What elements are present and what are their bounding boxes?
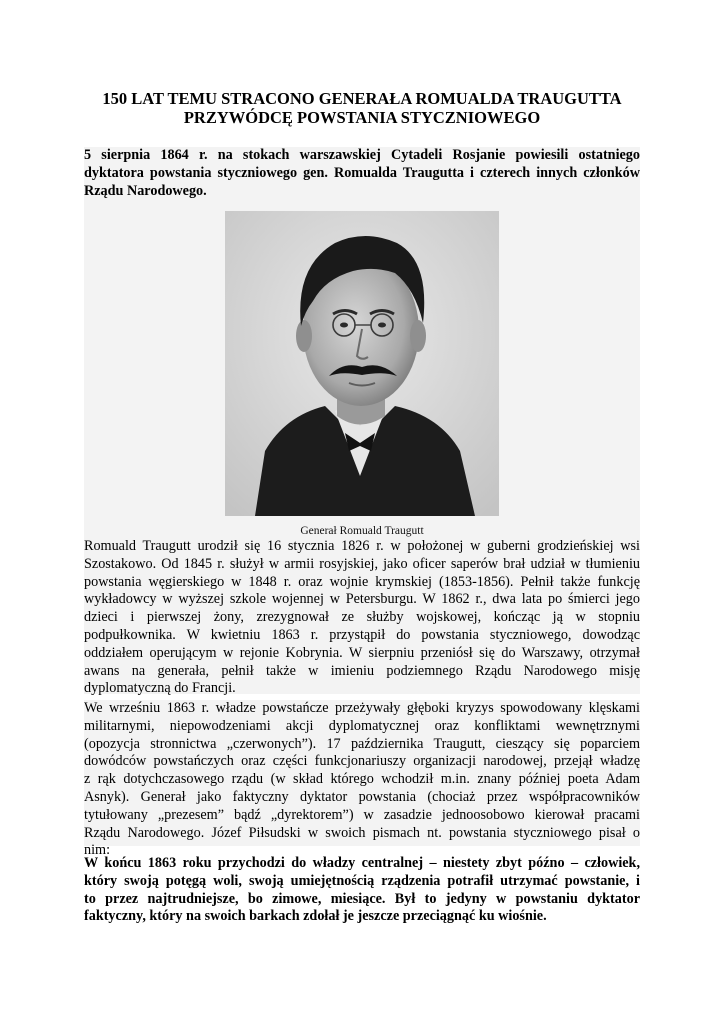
- biography-paragraph: [84, 538, 640, 697]
- paragraph-line: militarnymi, niepowodzeniami akcji dyplomatycznej oraz konfliktami wewnętrznymi: [84, 717, 640, 734]
- title-line-1: 150 LAT TEMU STRACONO GENERAŁA ROMUALDA TRAUGUTTA: [102, 89, 622, 108]
- portrait-illustration: [225, 211, 499, 516]
- paragraph-line: Rządu Narodowego. Józef Piłsudski w swoich pismach nt. powstania styczniowego pisał o: [84, 824, 640, 841]
- paragraph-line: tytułowany „prezesem” bądź „dyrektorem”) w zasadzie jednoosobowo kierował pracami: [84, 806, 640, 823]
- paragraph-line: z rąk dotychczasowego rządu (w skład którego wchodził m.in. znany później poeta Adam: [84, 771, 640, 788]
- paragraph-line: We wrześniu 1863 r. władze powstańcze przeżywały głęboki kryzys spowodowany klęskami: [84, 700, 640, 716]
- paragraph-line: dowódców powstańczych oraz części funkcjonariuszy organizacji narodowej, przejął władzę: [84, 753, 640, 770]
- paragraph-line: Romuald Traugutt urodził się 16 stycznia 1826 r. w położonej w guberni grodzieńskiej wsi: [84, 538, 640, 554]
- paragraph-line: Asnyk). Generał jako faktyczny dyktator powstania (chociaż przez współpracowników: [84, 788, 640, 805]
- quote-line: który swoją potęgą woli, swoją umiejętnością rządzenia potrafił utrzymać powstanie, i: [84, 872, 640, 889]
- pilsudski-quote: [84, 855, 640, 925]
- paragraph-line: powstania węgierskiego w 1848 r. oraz wojnie krymskiej (1853-1856). Pełnił także funkcję: [84, 573, 640, 590]
- paragraph-line: (opozycja stronnictwa „czerwonych”). 17 października Traugutt, cieszący się poparciem: [84, 735, 640, 752]
- quote-line: W końcu 1863 roku przychodzi do władzy centralnej – niestety zbyt późno – człowiek,: [84, 855, 640, 871]
- paragraph-line: wykładowcy w wyższej szkole wojennej w Petersburgu. W 1862 r., dwa lata po śmierci jego: [84, 591, 640, 608]
- lead-line: Rządu Narodowego.: [84, 182, 207, 199]
- lead-line: dyktatora powstania styczniowego gen. Romualda Traugutta i czterech innych członków: [84, 164, 640, 181]
- paragraph-line: dzieci i pierwszej żony, zrezygnował ze służby wojskowej, kończąc ją w stopniu: [84, 609, 640, 626]
- quote-line: faktyczny, który na swoich barkach zdołał je jeszcze przeciągnąć ku wiośnie.: [84, 908, 547, 925]
- paragraph-line: nim:: [84, 842, 111, 859]
- dictatorship-paragraph: [84, 700, 640, 859]
- title-line-2: PRZYWÓDCĘ POWSTANIA STYCZNIOWEGO: [183, 108, 541, 127]
- portrait-figure: [84, 201, 640, 539]
- paragraph-line: podpułkownika. W kwietniu 1863 r. przystąpił do powstania styczniowego, dowodząc: [84, 626, 640, 643]
- lead-paragraph: [84, 147, 640, 201]
- quote-line: to przez najtrudniejsze, bo zimowe, miesiące. Był to jedyny w powstaniu dyktator: [84, 890, 640, 907]
- paragraph-line: dyplomatyczną do Francji.: [84, 680, 236, 697]
- article-title: [84, 89, 640, 127]
- paragraph-line: oddziałem operującym w rejonie Kobrynia. W sierpniu przeniósł się do Warszawy, otrzymał: [84, 644, 640, 661]
- lead-line: 5 sierpnia 1864 r. na stokach warszawskiej Cytadeli Rosjanie powiesili ostatniego: [84, 147, 640, 163]
- paragraph-line: awans na generała, pełnił także w imieniu podziemnego Rządu Narodowego misję: [84, 662, 640, 679]
- portrait-photo: [225, 211, 499, 516]
- portrait-caption: Generał Romuald Traugutt: [300, 525, 424, 537]
- paragraph-line: Szostakowo. Od 1845 r. służył w armii rosyjskiej, jako oficer saperów brał udział w tłumieniu: [84, 555, 640, 572]
